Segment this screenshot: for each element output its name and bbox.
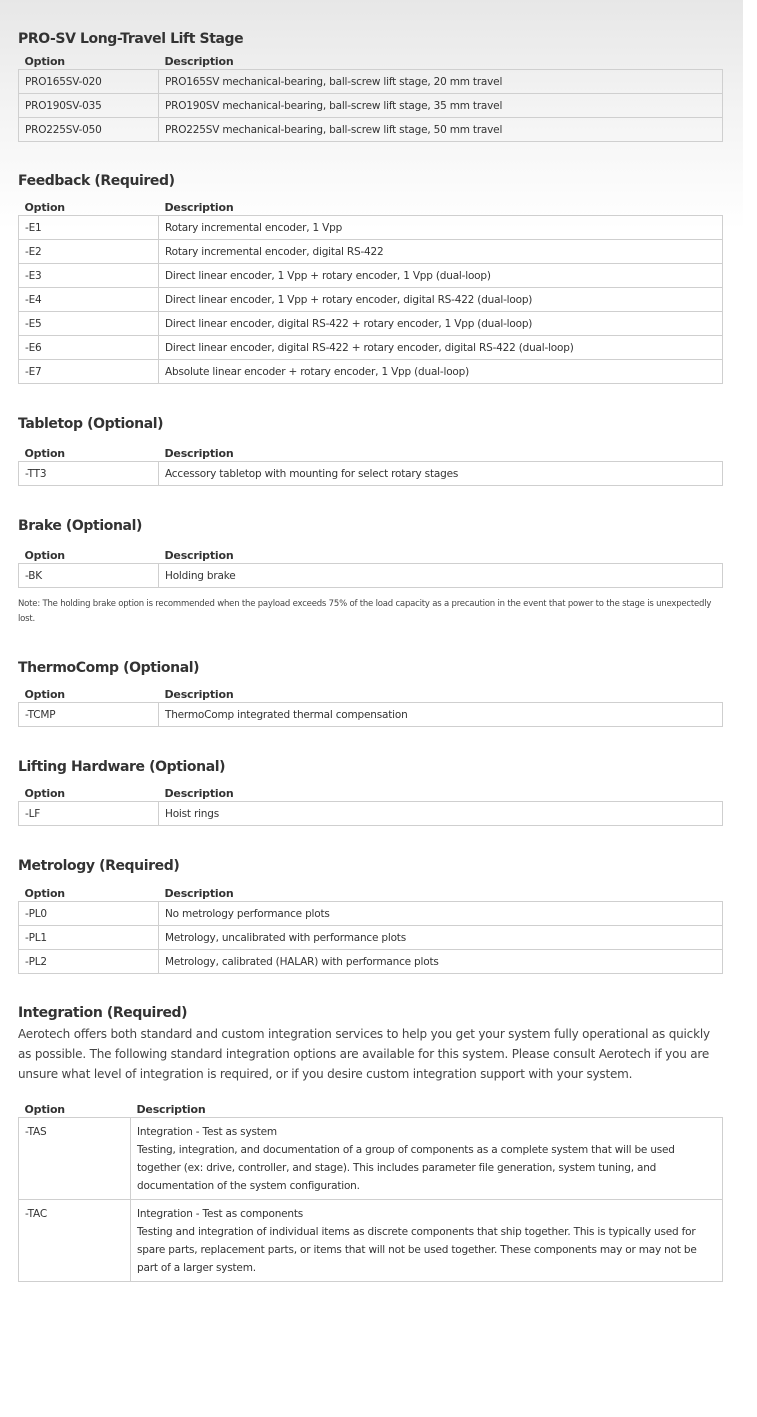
section-title: Brake (Optional) bbox=[18, 518, 142, 534]
column-header-option: Option bbox=[24, 55, 65, 68]
section-title: Lifting Hardware (Optional) bbox=[18, 759, 226, 775]
section-title: Metrology (Required) bbox=[18, 858, 180, 874]
section-title: Integration (Required) bbox=[18, 1005, 188, 1021]
option-code: -TAS bbox=[19, 1118, 131, 1200]
option-description: PRO190SV mechanical-bearing, ball-screw lift stage, 35 mm travel bbox=[159, 94, 723, 118]
option-description-cell bbox=[131, 1200, 723, 1282]
table-row bbox=[19, 118, 723, 142]
table-header-row bbox=[19, 52, 723, 70]
option-code: -PL1 bbox=[19, 926, 159, 950]
option-code: -TT3 bbox=[19, 462, 159, 486]
column-header-description: Description bbox=[164, 447, 234, 460]
options-table bbox=[18, 52, 723, 142]
brake-note: Note: The holding brake option is recommended when the payload exceeds 75% of the load capacity as a precaution in the event that power to the stage is unexpectedly lost. bbox=[18, 599, 712, 624]
option-code: -LF bbox=[19, 802, 159, 826]
option-code: -TCMP bbox=[19, 703, 159, 727]
column-header-description: Description bbox=[164, 55, 234, 68]
option-description: Accessory tabletop with mounting for select rotary stages bbox=[159, 462, 723, 486]
option-description: Metrology, uncalibrated with performance plots bbox=[159, 926, 723, 950]
table-header-row bbox=[19, 784, 723, 802]
table-row bbox=[19, 216, 723, 240]
options-table bbox=[18, 198, 723, 384]
table-row bbox=[19, 1118, 723, 1200]
table-header-row bbox=[19, 444, 723, 462]
option-code: -BK bbox=[19, 564, 159, 588]
column-header-option: Option bbox=[24, 787, 65, 800]
option-description: ThermoComp integrated thermal compensation bbox=[159, 703, 723, 727]
option-description: Direct linear encoder, 1 Vpp + rotary encoder, digital RS-422 (dual-loop) bbox=[159, 288, 723, 312]
option-description: Rotary incremental encoder, 1 Vpp bbox=[159, 216, 723, 240]
table-row bbox=[19, 240, 723, 264]
options-table bbox=[18, 784, 723, 826]
column-header-option: Option bbox=[24, 1103, 65, 1116]
table-row bbox=[19, 802, 723, 826]
option-description: Testing and integration of individual items as discrete components that ship together. This is typically used for spare parts, replacement parts, or items that will not be used together. These components may or may not be part of a larger system. bbox=[137, 1226, 697, 1274]
option-code: -PL0 bbox=[19, 902, 159, 926]
table-header-row bbox=[19, 884, 723, 902]
option-description: Rotary incremental encoder, digital RS-422 bbox=[159, 240, 723, 264]
options-table bbox=[18, 546, 723, 588]
table-header-row bbox=[19, 198, 723, 216]
section-feedback bbox=[18, 170, 723, 384]
option-description: PRO225SV mechanical-bearing, ball-screw lift stage, 50 mm travel bbox=[159, 118, 723, 142]
section-title: Tabletop (Optional) bbox=[18, 416, 164, 432]
section-thermocomp bbox=[18, 657, 723, 727]
option-description: Metrology, calibrated (HALAR) with performance plots bbox=[159, 950, 723, 974]
section-lifting-hardware bbox=[18, 756, 723, 826]
option-code: -E5 bbox=[19, 312, 159, 336]
table-row bbox=[19, 950, 723, 974]
table-row bbox=[19, 1200, 723, 1282]
option-description: Direct linear encoder, digital RS-422 + rotary encoder, digital RS-422 (dual-loop) bbox=[159, 336, 723, 360]
option-title: Integration - Test as components bbox=[137, 1208, 304, 1220]
table-row bbox=[19, 312, 723, 336]
option-code: -E4 bbox=[19, 288, 159, 312]
option-code: -E1 bbox=[19, 216, 159, 240]
table-row bbox=[19, 926, 723, 950]
table-row bbox=[19, 70, 723, 94]
section-tabletop bbox=[18, 413, 723, 486]
options-table bbox=[18, 1100, 723, 1282]
table-row bbox=[19, 564, 723, 588]
column-header-description: Description bbox=[164, 787, 234, 800]
table-row bbox=[19, 264, 723, 288]
option-description: Direct linear encoder, digital RS-422 + rotary encoder, 1 Vpp (dual-loop) bbox=[159, 312, 723, 336]
option-code: -E3 bbox=[19, 264, 159, 288]
section-brake bbox=[18, 515, 723, 627]
table-header-row bbox=[19, 546, 723, 564]
column-header-option: Option bbox=[24, 549, 65, 562]
column-header-description: Description bbox=[164, 688, 234, 701]
option-description: Hoist rings bbox=[159, 802, 723, 826]
section-title: PRO-SV Long-Travel Lift Stage bbox=[18, 31, 244, 47]
section-lift-stage bbox=[18, 28, 723, 142]
table-row bbox=[19, 902, 723, 926]
options-table bbox=[18, 685, 723, 727]
table-row bbox=[19, 94, 723, 118]
option-code: -PL2 bbox=[19, 950, 159, 974]
table-row bbox=[19, 703, 723, 727]
section-title: ThermoComp (Optional) bbox=[18, 660, 200, 676]
option-title: Integration - Test as system bbox=[137, 1126, 277, 1138]
option-description: PRO165SV mechanical-bearing, ball-screw lift stage, 20 mm travel bbox=[159, 70, 723, 94]
integration-intro: Aerotech offers both standard and custom integration services to help you get your system fully operational as quickly as possible. The following standard integration options are available for this system. Please consult Aerotech if you are unsure what level of integration is required, or if you desire custom integration support with your system. bbox=[18, 1027, 710, 1081]
column-header-option: Option bbox=[24, 688, 65, 701]
options-table bbox=[18, 884, 723, 974]
option-code: -E6 bbox=[19, 336, 159, 360]
section-integration bbox=[18, 1002, 723, 1282]
table-row bbox=[19, 336, 723, 360]
table-header-row bbox=[19, 685, 723, 703]
option-code: -TAC bbox=[19, 1200, 131, 1282]
option-code: PRO190SV-035 bbox=[19, 94, 159, 118]
option-description: Holding brake bbox=[159, 564, 723, 588]
option-description: Testing, integration, and documentation of a group of components as a complete system that will be used together (ex: drive, controller, and stage). This includes parameter file generation, system tuning, and documentation of the system configuration. bbox=[137, 1144, 675, 1192]
column-header-option: Option bbox=[24, 447, 65, 460]
column-header-option: Option bbox=[24, 201, 65, 214]
column-header-option: Option bbox=[24, 887, 65, 900]
table-row bbox=[19, 360, 723, 384]
option-description-cell bbox=[131, 1118, 723, 1200]
option-description: Absolute linear encoder + rotary encoder, 1 Vpp (dual-loop) bbox=[159, 360, 723, 384]
section-title: Feedback (Required) bbox=[18, 173, 175, 189]
option-description: Direct linear encoder, 1 Vpp + rotary encoder, 1 Vpp (dual-loop) bbox=[159, 264, 723, 288]
table-row bbox=[19, 462, 723, 486]
option-description: No metrology performance plots bbox=[159, 902, 723, 926]
option-code: -E7 bbox=[19, 360, 159, 384]
column-header-description: Description bbox=[164, 549, 234, 562]
option-code: PRO225SV-050 bbox=[19, 118, 159, 142]
column-header-description: Description bbox=[164, 887, 234, 900]
section-metrology bbox=[18, 855, 723, 974]
column-header-description: Description bbox=[164, 201, 234, 214]
option-code: PRO165SV-020 bbox=[19, 70, 159, 94]
option-code: -E2 bbox=[19, 240, 159, 264]
table-header-row bbox=[19, 1100, 723, 1118]
table-row bbox=[19, 288, 723, 312]
options-table bbox=[18, 444, 723, 486]
column-header-description: Description bbox=[136, 1103, 206, 1116]
